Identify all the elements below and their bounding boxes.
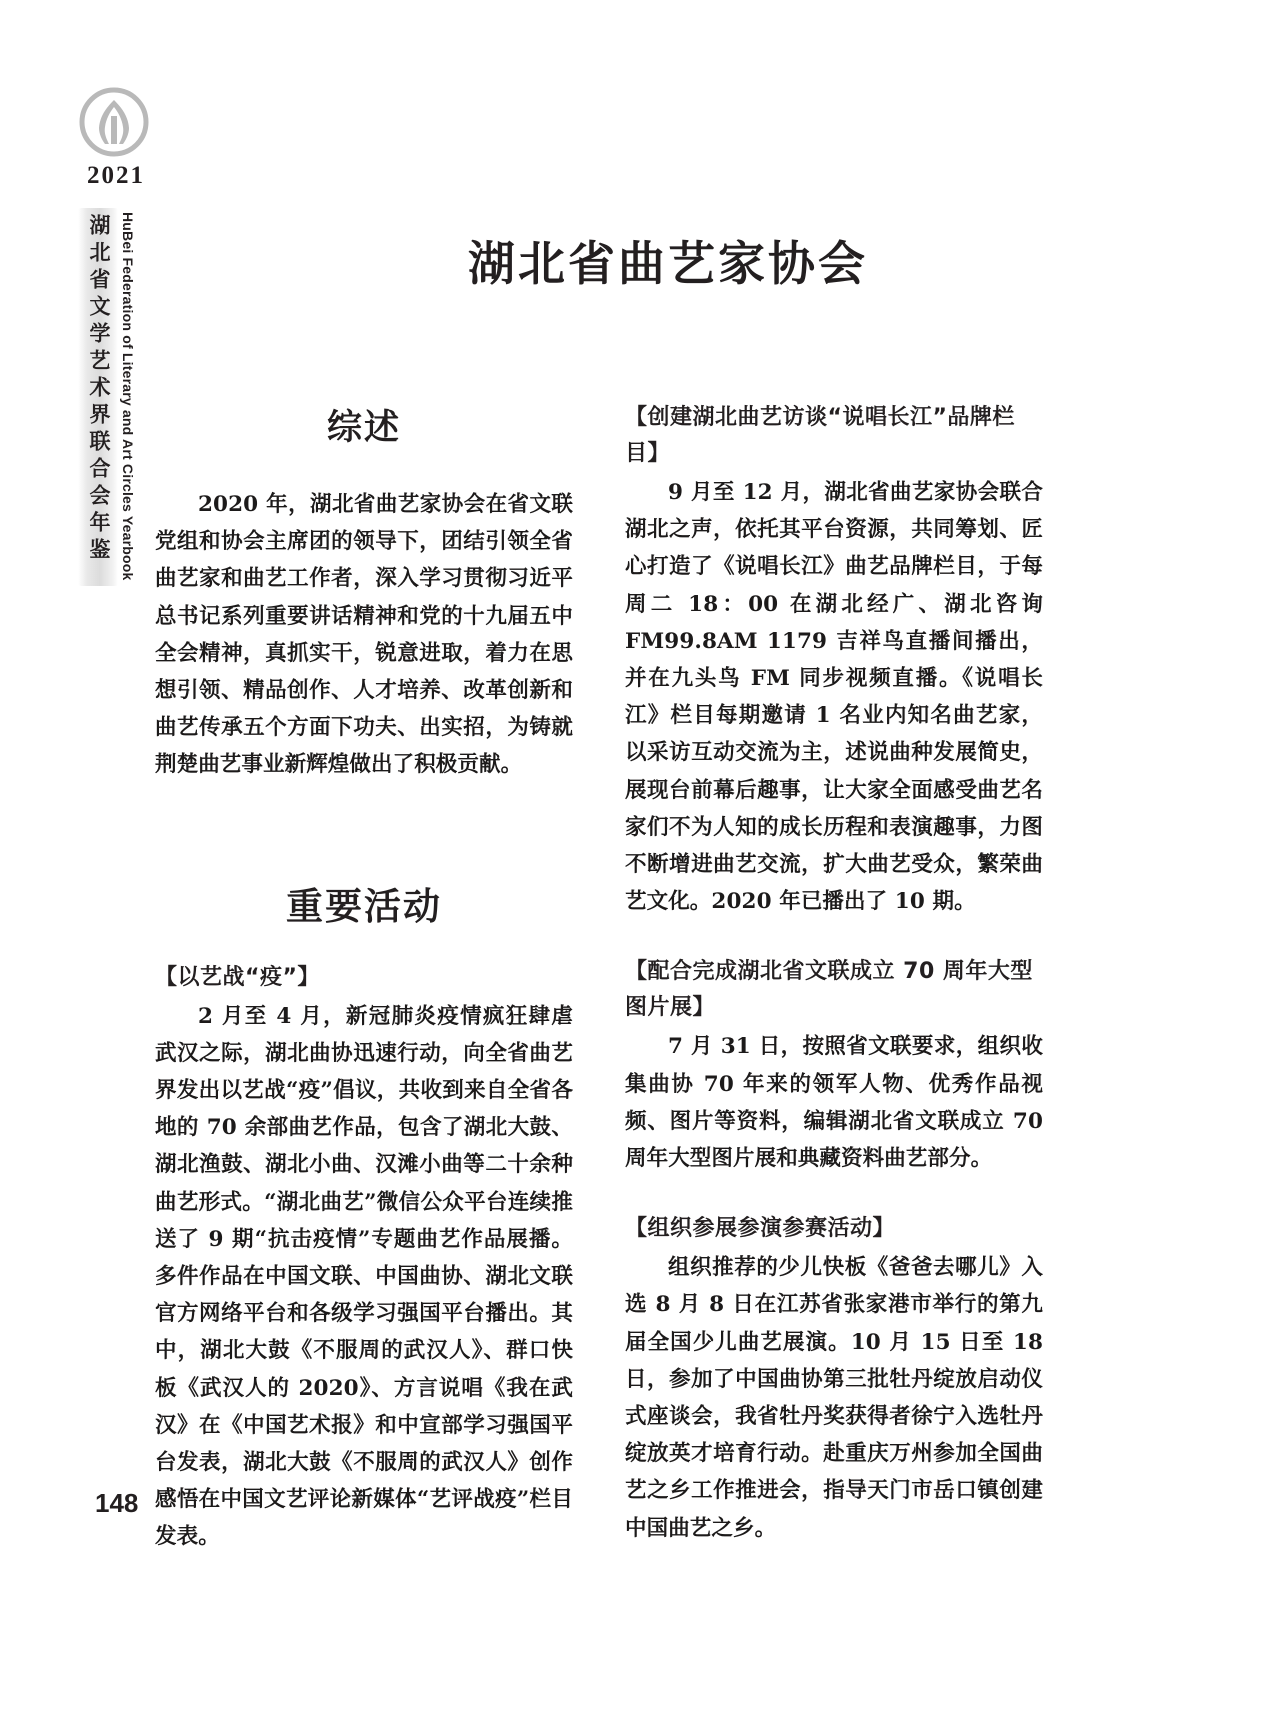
hubei-federation-emblem-icon xyxy=(78,86,150,158)
section-2-paragraph: 9 月至 12 月，湖北省曲艺家协会联合湖北之声，依托其平台资源，共同筹划、匠心打造了《说唱长江》曲艺品牌栏目，于每周二 18：00 在湖北经广、湖北咨询 FM99.8AM 1179 吉祥鸟直播间播出，并在九头鸟 FM 同步视频直播。《说唱长江》栏目每期邀请 1 名业内知名曲艺家，以采访互动交流为主，述说曲种发展简史，展现台前幕后趣事，让大家全面感受曲艺名家们不为人知的成长历程和表演趣事，力图不断增进曲艺交流，扩大曲艺受众，繁荣曲艺文化。2020 年已播出了 10 期。 xyxy=(625,480,1043,915)
section-1-heading: 【以艺战“疫”】 xyxy=(155,964,320,990)
page-title: 湖北省曲艺家协会 xyxy=(468,237,868,293)
section-4-paragraph: 组织推荐的少儿快板《爸爸去哪儿》入选 8 月 8 日在江苏省张家港市举行的第九届全国少儿曲艺展演。10 月 15 日至 18 日，参加了中国曲协第三批牡丹绽放启动仪式座谈会，我省牡丹奖获得者徐宁入选牡丹绽放英才培育行动。赴重庆万州参加全国曲艺之乡工作推进会，指导天门市岳口镇创建中国曲艺之乡。 xyxy=(625,1255,1043,1541)
page-number: 148 xyxy=(95,1488,139,1518)
spine-title-english: HuBei Federation of Literary and Art Circles Yearbook xyxy=(120,212,136,581)
section-2-heading: 【创建湖北曲艺访谈“说唱长江”品牌栏目】 xyxy=(625,405,1015,466)
section-4-heading: 【组织参展参演参赛活动】 xyxy=(625,1216,896,1242)
overview-heading: 综述 xyxy=(326,408,401,448)
overview-paragraph: 2020 年，湖北省曲艺家协会在省文联党组和协会主席团的领导下，团结引领全省曲艺家和曲艺工作者，深入学习贯彻习近平总书记系列重要讲话精神和党的十九届五中全会精神，真抓实干，锐意进取，着力在思想引领、精品创作、人才培养、改革创新和曲艺传承五个方面下功夫、出实招，为铸就荆楚曲艺事业新辉煌做出了积极贡献。 xyxy=(155,492,573,778)
section-3-heading: 【配合完成湖北省文联成立 70 周年大型图片展】 xyxy=(625,959,1033,1021)
right-column xyxy=(625,400,1043,1547)
left-column xyxy=(155,400,573,1556)
spine-year: 2021 xyxy=(87,162,145,189)
spine-title-chinese: 湖北省文学艺术界联合会年鉴 xyxy=(87,214,112,565)
section-1-paragraph: 2 月至 4 月，新冠肺炎疫情疯狂肆虐武汉之际，湖北曲协迅速行动，向全省曲艺界发出以艺战“疫”倡议，共收到来自全省各地的 70 余部曲艺作品，包含了湖北大鼓、湖北渔鼓、湖北小曲、汉滩小曲等二十余种曲艺形式。“湖北曲艺”微信公众平台连续推送了 9 期“抗击疫情”专题曲艺作品展播。多件作品在中国文联、中国曲协、湖北文联官方网络平台和各级学习强国平台播出。其中，湖北大鼓《不服周的武汉人》、群口快板《武汉人的 2020》、方言说唱《我在武汉》在《中国艺术报》和中宣部学习强国平台发表，湖北大鼓《不服周的武汉人》创作感悟在中国文艺评论新媒体“艺评战疫”栏目发表。 xyxy=(155,1003,573,1550)
activities-heading: 重要活动 xyxy=(286,884,442,928)
section-3-paragraph: 7 月 31 日，按照省文联要求，组织收集曲协 70 年来的领军人物、优秀作品视频、图片等资料，编辑湖北省文联成立 70 周年大型图片展和典藏资料曲艺部分。 xyxy=(625,1034,1043,1172)
